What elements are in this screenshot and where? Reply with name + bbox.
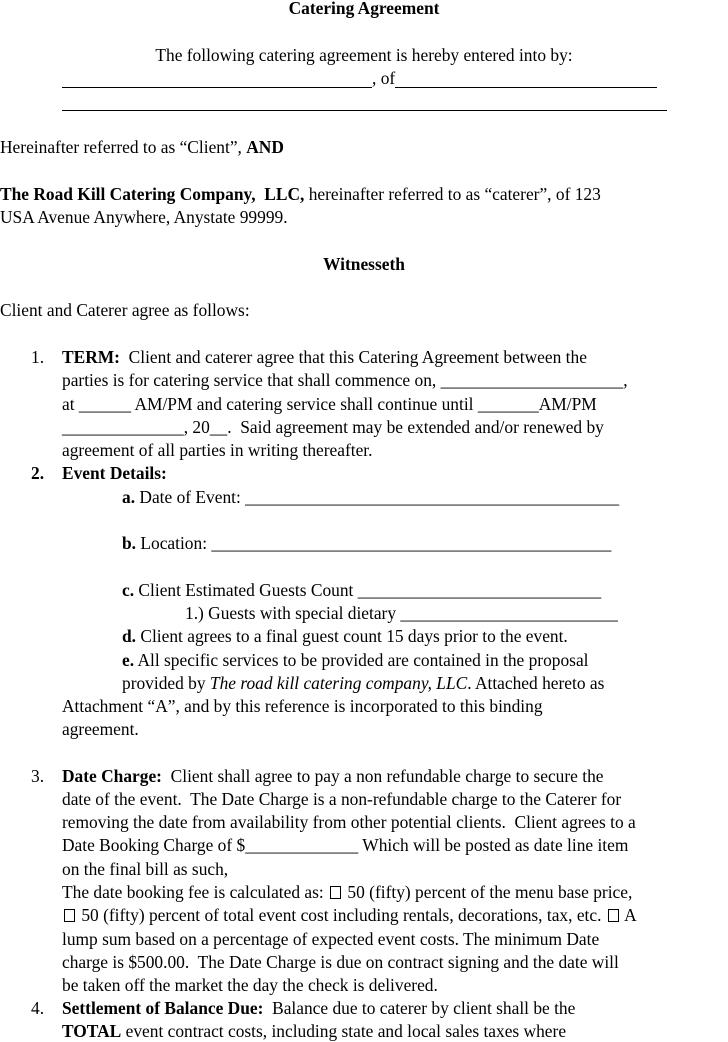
checkbox-event-percent[interactable] (64, 909, 75, 922)
intro-text: The following catering agreement is hereby entered into by: (155, 45, 573, 65)
guest-count-field: c. Client Estimated Guests Count ____________________________ (122, 580, 602, 600)
client-reference: Hereinafter referred to as “Client”, AND (0, 137, 284, 157)
document-title: Catering Agreement (288, 0, 440, 18)
caterer-address: USA Avenue Anywhere, Anystate 99999. (0, 207, 288, 227)
witnesseth-heading: Witnesseth (323, 254, 405, 274)
client-name-blank (62, 72, 372, 88)
event-date-field: a. Date of Event: ___________________________________________ (122, 487, 620, 507)
client-address-blank (395, 72, 657, 88)
dietary-field: 1.) Guests with special dietary _________________________ (185, 603, 618, 623)
agree-intro: Client and Caterer agree as follows: (0, 300, 250, 320)
party-line-1 (62, 68, 657, 88)
party-separator: , of (372, 68, 396, 88)
checkbox-menu-percent[interactable] (330, 886, 341, 899)
caterer-reference: The Road Kill Catering Company, LLC, hereinafter referred to as “caterer”, of 123 (0, 184, 601, 204)
party-line-2 (62, 110, 667, 111)
checkbox-lump-sum[interactable] (608, 909, 619, 922)
event-location-field: b. Location: ______________________________________________ (122, 533, 612, 553)
